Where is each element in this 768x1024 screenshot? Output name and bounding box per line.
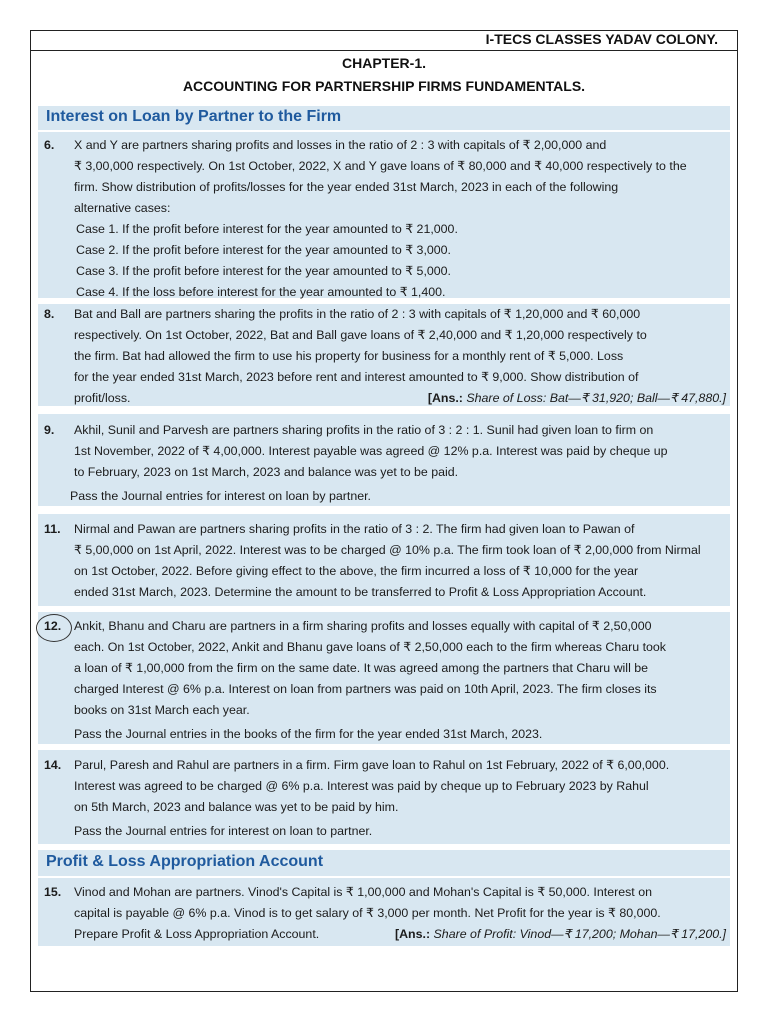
chapter-title: ACCOUNTING FOR PARTNERSHIP FIRMS FUNDAMENTALS. xyxy=(182,78,586,94)
question-line: X and Y are partners sharing profits and losses in the ratio of 2 : 3 with capitals of ₹ 2,00,000 and xyxy=(74,138,607,152)
question-line: to February, 2023 on 1st March, 2023 and balance was yet to be paid. xyxy=(74,465,459,479)
case-1: Case 1. If the profit before interest for the year amounted to ₹ 21,000. xyxy=(76,222,458,236)
question-number: 6. xyxy=(44,138,55,152)
question-line: a loan of ₹ 1,00,000 from the firm on the same date. It was agreed among the partners that Charu will be xyxy=(74,661,649,675)
answer-line xyxy=(74,924,726,945)
question-line: 1st November, 2022 of ₹ 4,00,000. Interest payable was agreed @ 12% p.a. Interest was paid by cheque up xyxy=(74,444,668,458)
question-number: 9. xyxy=(44,423,55,437)
question-8 xyxy=(44,304,726,409)
section-heading-interest-on-loan: Interest on Loan by Partner to the Firm xyxy=(46,108,342,125)
question-line: Ankit, Bhanu and Charu are partners in a firm sharing profits and losses equally with capital of ₹ 2,50,000 xyxy=(74,619,652,633)
question-9 xyxy=(44,420,726,507)
question-line: books on 31st March each year. xyxy=(74,703,250,717)
question-line: on 5th March, 2023 and balance was yet to be paid by him. xyxy=(74,800,399,814)
question-instruction: Pass the Journal entries in the books of the firm for the year ended 31st March, 2023. xyxy=(74,727,543,741)
question-instruction: Pass the Journal entries for interest on loan by partner. xyxy=(70,489,371,503)
question-line: capital is payable @ 6% p.a. Vinod is to get salary of ₹ 3,000 per month. Net Profit for the year is ₹ 80,000. xyxy=(74,906,661,920)
question-line: for the year ended 31st March, 2023 before rent and interest amounted to ₹ 9,000. Show distribution of xyxy=(74,370,639,384)
question-line: on 1st October, 2022. Before giving effect to the above, the firm incurred a loss of ₹ 10,000 for the year xyxy=(74,564,639,578)
question-12 xyxy=(44,616,726,745)
question-last-line: profit/loss. xyxy=(74,391,131,405)
institute-name: I-TECS CLASSES YADAV COLONY. xyxy=(485,31,718,47)
question-number: 15. xyxy=(44,885,62,899)
question-line: respectively. On 1st October, 2022, Bat and Ball gave loans of ₹ 2,40,000 and ₹ 1,20,000 respectively to xyxy=(74,328,647,342)
question-line: Parul, Paresh and Rahul are partners in a firm. Firm gave loan to Rahul on 1st February, 2022 of ₹ 6,00,000. xyxy=(74,758,670,772)
question-line: Akhil, Sunil and Parvesh are partners sharing profits in the ratio of 3 : 2 : 1. Sunil had given loan to firm on xyxy=(74,423,654,437)
question-line: each. On 1st October, 2022, Ankit and Bhanu gave loans of ₹ 2,50,000 each to the firm whereas Charu took xyxy=(74,640,666,654)
answer-text: Share of Profit: Vinod—₹ 17,200; Mohan—₹ 17,200.] xyxy=(433,927,726,941)
case-3: Case 3. If the profit before interest for the year amounted to ₹ 5,000. xyxy=(76,264,451,278)
question-11 xyxy=(44,519,726,603)
question-14 xyxy=(44,755,726,842)
answer xyxy=(428,388,726,409)
question-line: Nirmal and Pawan are partners sharing profits in the ratio of 3 : 2. The firm had given loan to Pawan of xyxy=(74,522,635,536)
answer-text: Share of Loss: Bat—₹ 31,920; Ball—₹ 47,880.] xyxy=(466,391,726,405)
header-divider xyxy=(30,50,738,51)
question-15 xyxy=(44,882,726,945)
question-number: 11. xyxy=(44,522,61,536)
question-line: the firm. Bat had allowed the firm to use his property for business for a monthly rent of ₹ 5,000. Loss xyxy=(74,349,624,363)
question-line: Interest was agreed to be charged @ 6% p.a. Interest was paid by cheque up to February 2023 by Rahul xyxy=(74,779,649,793)
question-line: ₹ 3,00,000 respectively. On 1st October, 2022, X and Y gave loans of ₹ 80,000 and ₹ 40,000 respectively to the xyxy=(74,159,687,173)
question-line: Vinod and Mohan are partners. Vinod's Capital is ₹ 1,00,000 and Mohan's Capital is ₹ 50,000. Interest on xyxy=(74,885,652,899)
question-number: 8. xyxy=(44,307,55,321)
question-line: alternative cases: xyxy=(74,201,171,215)
question-last-line: Prepare Profit & Loss Appropriation Account. xyxy=(74,927,320,941)
question-number: 12. xyxy=(44,619,62,633)
question-line: ₹ 5,00,000 on 1st April, 2022. Interest was to be charged @ 10% p.a. The firm took loan of ₹ 2,00,000 from Nirmal xyxy=(74,543,701,557)
question-line: charged Interest @ 6% p.a. Interest on loan from partners was paid on 10th April, 2023. The firm closes its xyxy=(74,682,657,696)
answer-label: [Ans.: xyxy=(427,391,463,405)
answer-line xyxy=(74,388,726,409)
answer xyxy=(395,924,726,945)
question-line: ended 31st March, 2023. Determine the amount to be transferred to Profit & Loss Appropriation Account. xyxy=(74,585,647,599)
question-6 xyxy=(44,135,726,303)
question-line: Bat and Ball are partners sharing the profits in the ratio of 2 : 3 with capitals of ₹ 1,20,000 and ₹ 60,000 xyxy=(74,307,641,321)
chapter-number: CHAPTER-1. xyxy=(341,55,426,71)
case-4: Case 4. If the loss before interest for the year amounted to ₹ 1,400. xyxy=(76,285,446,299)
answer-label: [Ans.: xyxy=(394,927,431,941)
question-line: firm. Show distribution of profits/losses for the year ended 31st March, 2023 in each of the following xyxy=(74,180,619,194)
section-heading-pl-appropriation: Profit & Loss Appropriation Account xyxy=(46,853,324,870)
question-instruction: Pass the Journal entries for interest on loan to partner. xyxy=(74,824,373,838)
question-number: 14. xyxy=(44,758,62,772)
case-2: Case 2. If the profit before interest for the year amounted to ₹ 3,000. xyxy=(76,243,451,257)
